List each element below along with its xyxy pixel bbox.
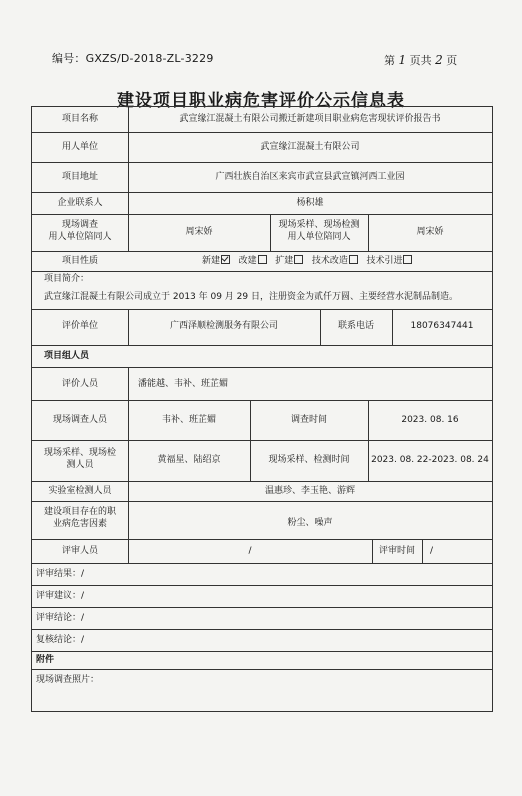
samplers-label: 现场采样、现场检 测人员 (43, 448, 116, 470)
page-title: 建设项目职业病危害评价公示信息表 (117, 91, 405, 111)
samplers-value: 黄福星、陆绍京 (157, 455, 221, 465)
sampling-companion-label: 现场采样、现场检测 用人单位陪同人 (278, 220, 360, 242)
site-photos-label: 现场调查照片： (36, 675, 100, 685)
project-intro-text: 武宣缘江混凝土有限公司成立于 2013 年 09 月 29 日，注册资金为贰仟万圆、主要经营水泥制品制造。 (44, 292, 458, 302)
address-label: 项目地址 (61, 172, 98, 182)
employer-value: 武宣缘江混凝土有限公司 (260, 142, 360, 152)
contact-value: 杨积雄 (296, 198, 324, 208)
hazards-label: 建设项目存在的职 业病危害因素 (43, 507, 116, 529)
contact-label: 企业联系人 (57, 198, 103, 208)
address-value: 广西壮族自治区来宾市武宣县武宣镇河西工业园 (215, 172, 405, 182)
phone-value: 18076347441 (410, 321, 474, 331)
info-table (31, 106, 493, 712)
survey-time-value: 2023. 08. 16 (401, 415, 459, 425)
sampling-time-value: 2023. 08. 22-2023. 08. 24 (371, 455, 489, 465)
evaluators-label: 评价人员 (61, 379, 98, 389)
checkbox-empty-icon (294, 255, 303, 264)
recheck-conclusion: 复核结论：/ (36, 635, 85, 645)
phone-label: 联系电话 (337, 321, 374, 331)
review-advice: 评审建议：/ (36, 591, 85, 601)
lab-staff-label: 实验室检测人员 (48, 486, 112, 496)
reviewers-label: 评审人员 (61, 546, 98, 556)
checkbox-empty-icon (349, 255, 358, 264)
option-rebuild: 改建 (239, 256, 267, 266)
employer-label: 用人单位 (61, 142, 98, 152)
project-nature-options (202, 255, 412, 267)
evaluators-value: 潘能越、韦补、班芷媚 (138, 379, 229, 389)
checkbox-checked-icon (221, 255, 230, 264)
checkbox-empty-icon (403, 255, 412, 264)
hazards-value: 粉尘、噪声 (287, 518, 333, 528)
review-time-value: / (430, 546, 434, 556)
reviewers-value: / (248, 546, 252, 556)
eval-unit-value: 广西泽顺检测服务有限公司 (169, 321, 278, 331)
option-tech-transform: 技术改造 (312, 256, 358, 266)
project-name-value: 武宣缘江混凝土有限公司搬迁新建项目职业病危害现状评价报告书 (179, 114, 441, 124)
document-code: 编号：GXZS/D-2018-ZL-3229 (52, 52, 214, 65)
investigators-value: 韦补、班芷媚 (161, 415, 216, 425)
attachment-header: 附件 (36, 655, 55, 665)
option-expand: 扩建 (275, 256, 303, 266)
sampling-time-label: 现场采样、检测时间 (268, 455, 350, 465)
sampling-companion-value: 周宋娇 (416, 227, 444, 237)
lab-staff-value: 温惠珍、李玉艳、游辉 (264, 486, 355, 496)
option-tech-import: 技术引进 (366, 256, 412, 266)
checkbox-empty-icon (258, 255, 267, 264)
review-conclusion: 评审结论：/ (36, 613, 85, 623)
members-section-header: 项目组人员 (44, 351, 90, 361)
survey-time-label: 调查时间 (290, 415, 327, 425)
investigators-label: 现场调查人员 (52, 415, 107, 425)
site-companion-value: 周宋娇 (185, 227, 213, 237)
option-new: 新建 (202, 256, 230, 266)
site-companion-label: 现场调查 用人单位陪同人 (48, 220, 112, 242)
page-number: 第 1 页共 2 页 (384, 53, 458, 67)
eval-unit-label: 评价单位 (61, 321, 98, 331)
page-current: 1 (398, 53, 407, 67)
project-nature-label: 项目性质 (61, 256, 98, 266)
project-intro-label: 项目简介： (44, 274, 90, 284)
review-result: 评审结果：/ (36, 569, 85, 579)
review-time-label: 评审时间 (378, 546, 415, 556)
page-total: 2 (435, 53, 443, 67)
project-name-label: 项目名称 (61, 114, 98, 124)
